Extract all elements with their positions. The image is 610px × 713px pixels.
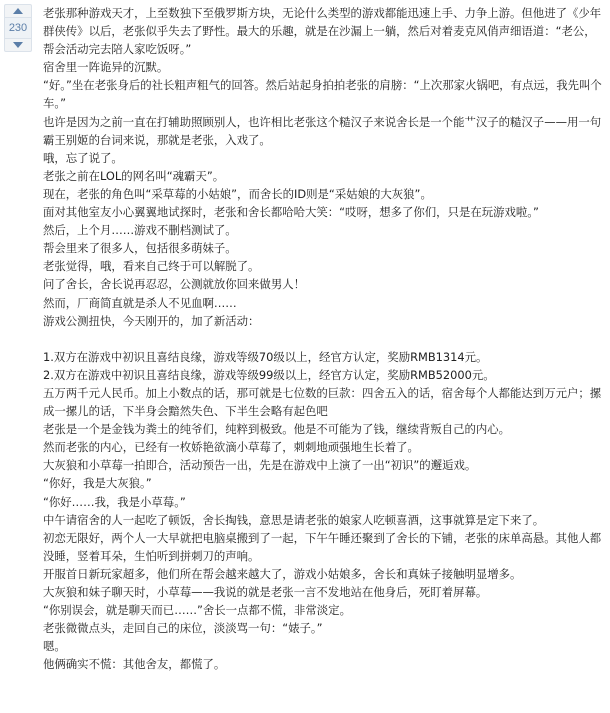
- answer-paragraph: 然而，厂商简直就是杀人不见血啊……: [43, 295, 237, 310]
- answer-paragraph: 也许是因为之前一直在打辅助照顾别人，也许相比老张这个糙汉子来说舍长是一个能艹汉子的糙汉子——用一句霸王别姬的台词来说，那就是老张，入戏了。: [43, 114, 602, 147]
- answer-paragraph: 2.双方在游戏中初识且喜结良缘，游戏等级99级以上，经官方认定，奖励RMB52000元。: [43, 367, 495, 382]
- answer-paragraph: 老张微微点头，走回自己的床位，淡淡骂一句：“婊子。”: [43, 621, 323, 636]
- answer-paragraph: 游戏公测扭快，今天刚开的，加了新活动：: [43, 313, 260, 328]
- answer-paragraph: 老张之前在LOL的网名叫“魂霸天”。: [43, 168, 225, 183]
- answer-paragraph: 然后，上个月……游戏不删档测试了。: [43, 223, 237, 238]
- answer-paragraph: [43, 330, 603, 348]
- answer-paragraph: 哦，忘了说了。: [43, 150, 123, 165]
- answer-paragraph: 大灰狼和妹子聊天时，小草莓——我说的就是老张一言不发地站在他身后，死盯着屏幕。: [43, 585, 488, 599]
- answer-paragraph: 五万两千元人民币。加上小数点的话，那可就是七位数的巨款：四舍五入的话，宿舍每个人都能达到万元户；摞成一摞儿的话，下半身会黯然失色、下半生会略有起色吧: [43, 385, 602, 419]
- answer-paragraph: 嗯。: [43, 639, 66, 654]
- vote-widget: [4, 4, 34, 52]
- answer-paragraph: 然而老张的内心，已经有一枚娇艳欲滴小草莓了，刺刺地顽强地生长着了。: [43, 440, 419, 455]
- answer-content: [43, 4, 603, 673]
- answer-paragraph: 老张是一个是金钱为粪土的纯爷们，纯粹到极致。他是不可能为了钱，继续背叛自己的内心。: [43, 422, 511, 437]
- vote-count: 230: [4, 18, 32, 38]
- answer-paragraph: 大灰狼和小草莓一拍即合，活动预告一出，先是在游戏中上演了一出“初识”的邂逅戏。: [43, 458, 477, 473]
- answer-paragraph: 宿舍里一阵诡异的沉默。: [43, 60, 169, 75]
- answer-paragraph: 面对其他室友小心翼翼地试探时，老张和舍长都哈哈大笑：“哎呀，想多了你们，只是在玩游戏啦。”: [43, 205, 539, 220]
- triangle-down-icon: [13, 42, 23, 48]
- answer-paragraph: 帮会里来了很多人，包括很多萌妹子。: [43, 241, 237, 256]
- answer-paragraph: 现在，老张的角色叫“采草莓的小姑娘”，而舍长的ID则是“采姑娘的大灰狼”。: [43, 186, 432, 201]
- answer-paragraph: 1.双方在游戏中初识且喜结良缘，游戏等级70级以上，经官方认定，奖励RMB1314元。: [43, 349, 488, 364]
- upvote-button[interactable]: [4, 4, 32, 18]
- answer-paragraph: 开服首日新玩家超多，他们所在帮会越来越大了，游戏小姑娘多，舍长和真妹子接触明显增多。: [43, 566, 522, 581]
- answer-paragraph: 中午请宿舍的人一起吃了顿饭，舍长掏钱，意思是请老张的娘家人吃顿喜酒，这事就算是定下来了。: [43, 512, 545, 527]
- answer-paragraph: “好。”坐在老张身后的社长粗声粗气的回答。然后站起身拍拍老张的肩膀：“上次那家火锅吧，有点远，我先叫个车。”: [43, 78, 602, 111]
- downvote-button[interactable]: [4, 38, 32, 52]
- answer-paragraph: “你别误会，就是聊天而已……”舍长一点都不慌，非常淡定。: [43, 603, 351, 618]
- answer-paragraph: “你好……我，我是小草莓。”: [43, 494, 186, 509]
- answer-paragraph: 初恋无限好，两个人一大早就把电脑桌搬到了一起，下午午睡还聚到了舍长的下铺，老张的床单高悬。其他人都没睡，竖着耳朵，生怕听到拼刺刀的声响。: [43, 530, 602, 563]
- answer-paragraph: 老张那种游戏天才，上至数独下至俄罗斯方块，无论什么类型的游戏都能迅速上手、力争上游。但他进了《少年群侠传》以后，老张似乎失去了野性。最大的乐趣，就是在沙漏上一躺，然后对着麦克风俏声细语道：“老公，帮会活动完去陪人家吃饭呀。”: [43, 6, 602, 57]
- triangle-up-icon: [13, 8, 23, 14]
- answer-paragraph: 他俩确实不慌：其他舍友，都慌了。: [43, 657, 226, 672]
- answer-paragraph: 问了舍长，舍长说再忍忍，公测就放你回来做男人！: [43, 277, 305, 292]
- answer-paragraph: 老张觉得，哦，看来自己终于可以解脱了。: [43, 259, 260, 274]
- answer-paragraph: “你好，我是大灰狼。”: [43, 476, 152, 491]
